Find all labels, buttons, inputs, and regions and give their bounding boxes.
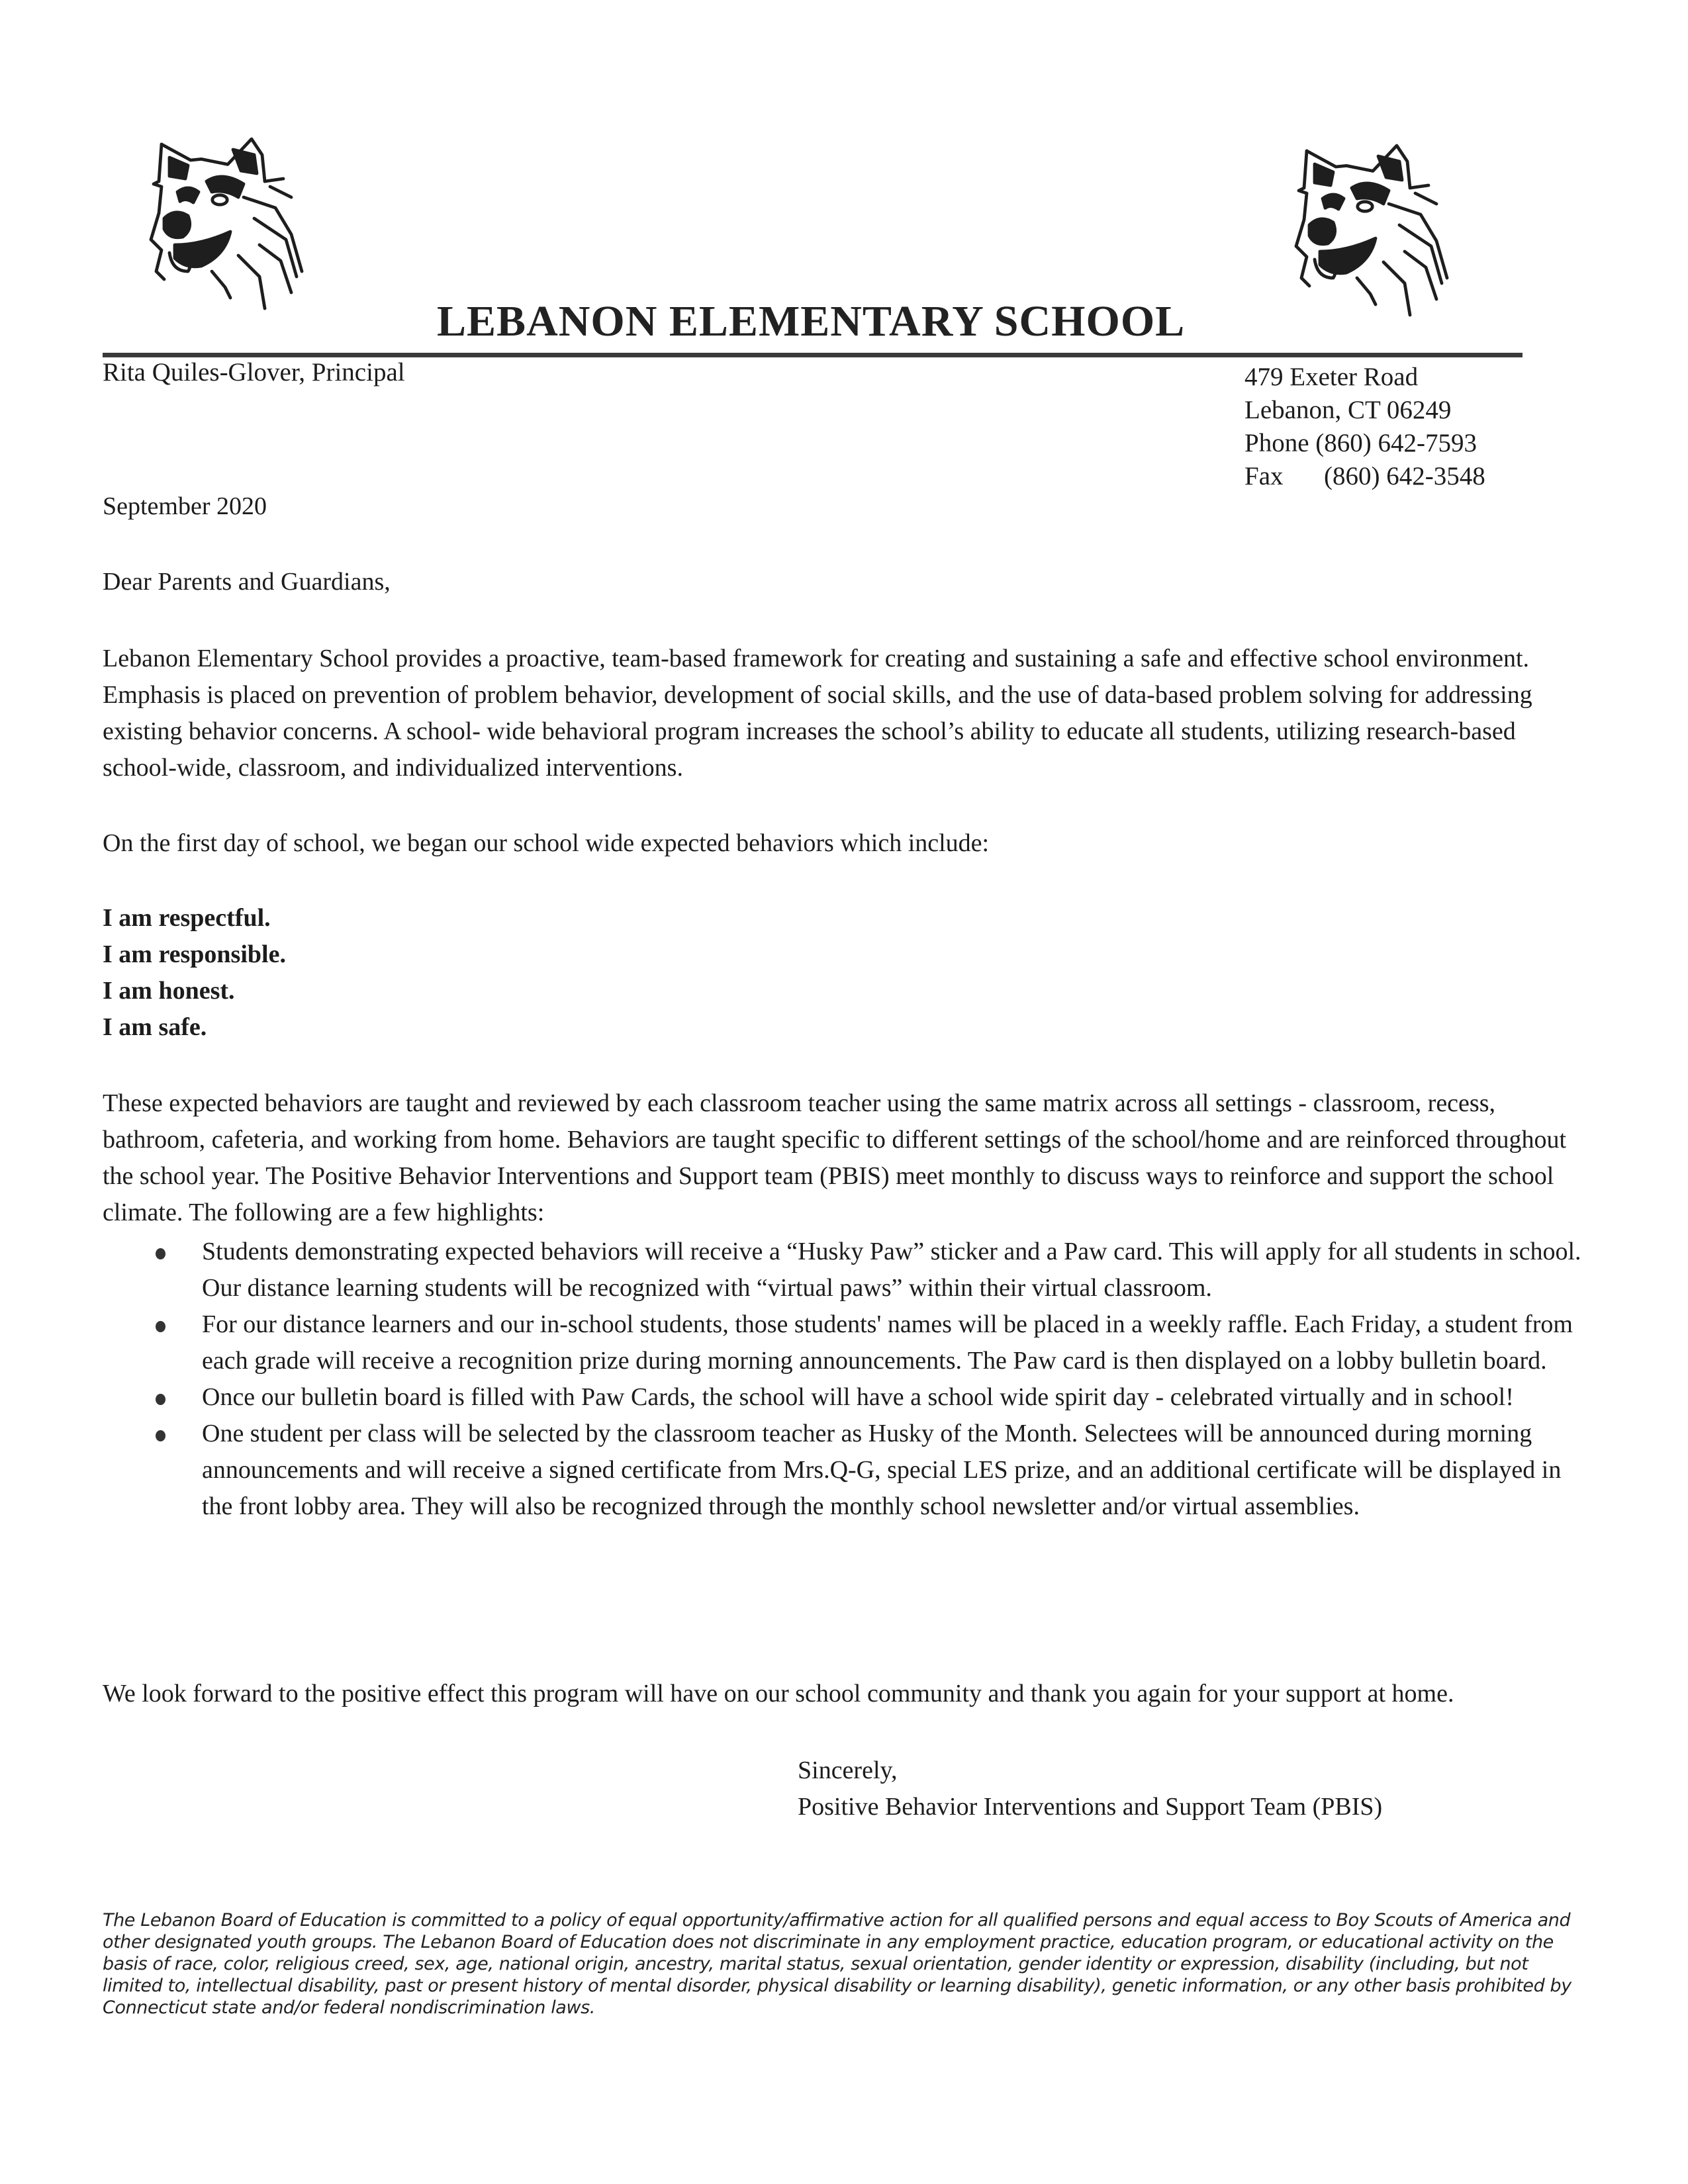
behavior-item: I am safe. [103,1013,207,1041]
address-phone: Phone (860) 642-7593 [1244,429,1477,457]
address-city: Lebanon, CT 06249 [1244,396,1452,424]
signature-block [798,1752,1382,1825]
expected-behaviors-list [103,900,286,1046]
behavior-item: I am responsible. [103,940,286,968]
closing-paragraph: We look forward to the positive effect this program will have on our school community and thank you again for your support at home. [103,1680,1454,1707]
fax-label: Fax [1244,462,1284,490]
highlight-item: For our distance learners and our in-school students, those students' names will be placed in a weekly raffle. Each Friday, a student from each grade will receive a recognition prize during morning announcements. The Paw card is then displayed on a lobby bulletin board. [152,1306,1595,1379]
signature: Positive Behavior Interventions and Support Team (PBIS) [798,1793,1383,1821]
highlight-item: Once our bulletin board is filled with Paw Cards, the school will have a school wide spirit day - celebrated virtually and in school! [152,1379,1595,1416]
highlights-list [152,1234,1595,1525]
husky-head-icon [1278,116,1489,334]
husky-head-icon [132,109,344,328]
school-title: LEBANON ELEMENTARY SCHOOL [437,297,1186,345]
fax-number: (860) 642-3548 [1324,462,1485,490]
header-divider [103,353,1523,357]
nondiscrimination-disclaimer: The Lebanon Board of Education is committed to a policy of equal opportunity/affirmative action for all qualified persons and equal access to Boy Scouts of America and other designated youth groups. The Lebanon Board of Education does not discriminate in any employment practice, education program, or educational activity on the basis of race, color, religious creed, sex, age, national origin, ancestry, marital status, sexual orientation, gender identity or expression, disability (including, but not limited to, intellectual disability, past or present history of mental disorder, physical disability or learning disability), genetic information, or any other basis prohibited by Connecticut state and/or federal nondiscrimination laws. [103,1910,1571,2018]
highlight-item: Students demonstrating expected behaviors will receive a “Husky Paw” sticker and a Paw card. This will apply for all students in school. Our distance learning students will be recognized with “virtual paws” within their virtual classroom. [152,1234,1595,1306]
address-street: 479 Exeter Road [1244,363,1419,391]
highlight-item: One student per class will be selected by the classroom teacher as Husky of the Month. Selectees will be announced during morning announcements and will receive a signed certificate from Mrs.Q-G, special LES prize, and an additional certificate will be displayed in the front lobby area. They will also be recognized through the monthly school newsletter and/or virtual assemblies. [152,1416,1595,1525]
principal-name: Rita Quiles-Glover, Principal [103,358,405,387]
letter-date: September 2020 [103,492,267,520]
behaviors-intro-paragraph: On the first day of school, we began our school wide expected behaviors which include: [103,829,990,857]
valediction: Sincerely, [798,1756,898,1784]
behavior-item: I am honest. [103,977,235,1005]
intro-paragraph: Lebanon Elementary School provides a proactive, team-based framework for creating and sustaining a safe and effective school environment. Emphasis is placed on prevention of problem behavior, development of social skills, and the use of data-based problem solving for addressing existing behavior concerns. A school- wide behavioral program increases the school’s ability to educate all students, utilizing research-based school-wide, classroom, and individualized interventions. [103,645,1532,782]
salutation: Dear Parents and Guardians, [103,568,391,596]
behavior-item: I am respectful. [103,904,271,932]
school-address [1244,361,1485,493]
pbis-paragraph: These expected behaviors are taught and reviewed by each classroom teacher using the same matrix across all settings - classroom, recess, bathroom, cafeteria, and working from home. Behaviors are taught specific to different settings of the school/home and are reinforced throughout the school year. The Positive Behavior Interventions and Support team (PBIS) meet monthly to discuss ways to reinforce and support the school climate. The following are a few highlights: [103,1089,1567,1226]
